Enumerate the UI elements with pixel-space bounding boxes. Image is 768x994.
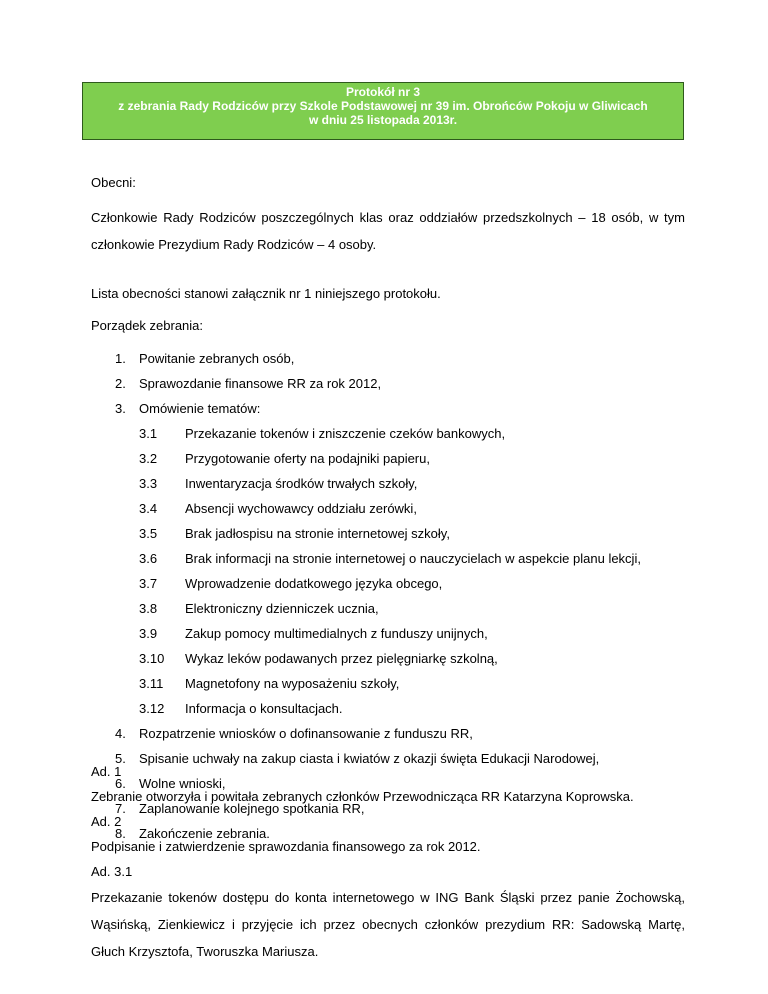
agenda-list: [91, 346, 685, 846]
agenda-item-number: 5.: [115, 751, 126, 766]
agenda-item-number: 4.: [115, 726, 126, 741]
agenda-subitem-number: 3.10: [139, 651, 165, 666]
agenda-item: [91, 746, 685, 771]
agenda-subitem-number: 3.5: [139, 526, 158, 541]
agenda-item: [91, 396, 685, 421]
agenda-subitem-number: 3.4: [139, 501, 158, 516]
agenda-subitem-text: Absencji wychowawcy oddziału zerówki,: [185, 501, 417, 516]
agenda-subitem-text: Wprowadzenie dodatkowego języka obcego,: [185, 576, 443, 591]
ad31-text: Przekazanie tokenów dostępu do konta internetowego w ING Bank Śląski przez panie Żochowską, Wąsińską, Zienkiewicz i przyjęcie ich przez obecnych członków prezydium RR: Sadowską Martę, Głuch Krzysztofa, Tworuszka Mariusza.: [91, 890, 685, 959]
agenda-subitem-text: Przekazanie tokenów i zniszczenie czeków bankowych,: [185, 426, 506, 441]
agenda-item: [91, 371, 685, 396]
agenda-subitem-number: 3.7: [139, 576, 158, 591]
agenda-item: [91, 721, 685, 746]
agenda-subitem: [91, 696, 685, 721]
agenda-item-text: Powitanie zebranych osób,: [139, 351, 295, 366]
agenda-subitem-number: 3.11: [139, 676, 164, 691]
agenda-subitem: [91, 496, 685, 521]
agenda-item-number: 3.: [115, 401, 126, 416]
protocol-date: w dniu 25 listopada 2013r.: [308, 113, 458, 127]
agenda-subitem-number: 3.12: [139, 701, 165, 716]
agenda-subitem-text: Zakup pomocy multimedialnych z funduszy unijnych,: [185, 626, 488, 641]
agenda-subitem: [91, 596, 685, 621]
agenda-subitem: [91, 671, 685, 696]
agenda-subitem: [91, 521, 685, 546]
agenda-item-number: 7.: [115, 801, 126, 816]
agenda-item-text: Omówienie tematów:: [139, 401, 261, 416]
agenda-subitem: [91, 471, 685, 496]
agenda-item-text: Spisanie uchwały na zakup ciasta i kwiatów z okazji święta Edukacji Narodowej,: [139, 751, 600, 766]
agenda-item-number: 2.: [115, 376, 126, 391]
protocol-header-box: [82, 82, 684, 140]
agenda-subitem: [91, 621, 685, 646]
agenda-subitem: [91, 571, 685, 596]
ad31-heading: Ad. 3.1: [91, 864, 133, 879]
agenda-item: [91, 346, 685, 371]
agenda-subitem-text: Przygotowanie oferty na podajniki papieru,: [185, 451, 430, 466]
ad2-heading: Ad. 2: [91, 814, 122, 829]
agenda-subitem-text: Informacja o konsultacjach.: [185, 701, 343, 716]
agenda-item-number: 1.: [115, 351, 126, 366]
agenda-item-text: Sprawozdanie finansowe RR za rok 2012,: [139, 376, 382, 391]
agenda-subitem-number: 3.2: [139, 451, 158, 466]
agenda-subitem: [91, 446, 685, 471]
agenda-subitem-number: 3.3: [139, 476, 158, 491]
agenda-subitem-number: 3.6: [139, 551, 158, 566]
agenda-item-number: 8.: [115, 826, 126, 841]
agenda-subitem-number: 3.9: [139, 626, 158, 641]
agenda-subitem: [91, 546, 685, 571]
ad1-text: Zebranie otworzyła i powitała zebranych członków Przewodnicząca RR Katarzyna Koprowska.: [91, 789, 634, 804]
protocol-title: Protokół nr 3: [345, 85, 420, 99]
agenda-subitem: [91, 421, 685, 446]
ad1-heading: Ad. 1: [91, 764, 122, 779]
agenda-item-text: Zakończenie zebrania.: [139, 826, 270, 841]
agenda-subitem-text: Wykaz leków podawanych przez pielęgniarkę szkolną,: [185, 651, 498, 666]
agenda-subitem: [91, 646, 685, 671]
agenda-item-text: Rozpatrzenie wniosków o dofinansowanie z funduszu RR,: [139, 726, 473, 741]
agenda-subitem-number: 3.1: [139, 426, 158, 441]
agenda-subitem-text: Inwentaryzacja środków trwałych szkoły,: [185, 476, 418, 491]
agenda-subitem-text: Magnetofony na wyposażeniu szkoły,: [185, 676, 400, 691]
agenda-item-number: 6.: [115, 776, 126, 791]
agenda-subitem-text: Elektroniczny dzienniczek ucznia,: [185, 601, 379, 616]
agenda-subitem-text: Brak informacji na stronie internetowej o nauczycielach w aspekcie planu lekcji,: [185, 551, 641, 566]
attendance-text: Lista obecności stanowi załącznik nr 1 niniejszego protokołu.: [91, 286, 441, 301]
agenda-item-text: Zaplanowanie kolejnego spotkania RR,: [139, 801, 365, 816]
ad2-text: Podpisanie i zatwierdzenie sprawozdania finansowego za rok 2012.: [91, 839, 481, 854]
agenda-subitem-text: Brak jadłospisu na stronie internetowej szkoły,: [185, 526, 450, 541]
present-label: Obecni:: [91, 175, 136, 190]
agenda-label: Porządek zebrania:: [91, 318, 204, 333]
present-text: Członkowie Rady Rodziców poszczególnych klas oraz oddziałów przedszkolnych – 18 osób, w tym członkowie Prezydium Rady Rodziców – 4 osoby.: [91, 210, 685, 252]
protocol-subtitle: z zebrania Rady Rodziców przy Szkole Podstawowej nr 39 im. Obrońców Pokoju w Gliwicach: [118, 99, 648, 113]
agenda-item-text: Wolne wnioski,: [139, 776, 226, 791]
agenda-subitem-number: 3.8: [139, 601, 158, 616]
